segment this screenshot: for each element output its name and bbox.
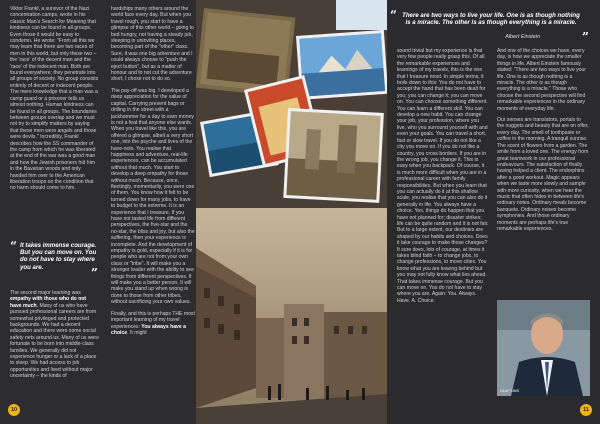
travel-photo-collage (196, 0, 387, 208)
author-portrait-illustration (497, 300, 590, 396)
street-illustration (196, 208, 387, 424)
right-column-2 (497, 48, 589, 298)
left-col2-bold: You always have a choice (111, 323, 186, 336)
quote-author: Albert Einstein (505, 34, 540, 40)
top-close-quote-icon: ” (582, 30, 589, 44)
page-number-left: 10 (8, 404, 20, 416)
close-quote-icon: ” (91, 266, 98, 280)
open-quote-icon: “ (10, 239, 17, 253)
left-col1-text3: . Many of us who have pursued professional careers are from somewhat privileged and protected backgrounds. We had a decent education and there were some social safety nets around us. Many of us were fortunate to be born into middle-class families. We generally did not experience hunger or a lack of a place to sleep. We had access to job opportunities and lived without major uncertainty – the kinds of (10, 302, 99, 380)
page-number-right: 11 (580, 404, 592, 416)
portrait-caption: OLAF SIMS (500, 389, 520, 393)
author-portrait (497, 300, 590, 396)
right-col1-paragraph: sound trivial but my experience is that very few people really grasp this. Of all the remarkable experiences and learnings of my travels, this is the one that I treasure most. In simple terms, it boils down to this: You do not have to accept the hand that has been dealt for you; you can change it; you can move on. You can choose something different. You can learn a different skill. You can develop a new habit. You can change your job, your profession, where you live, who you surround yourself with and even your goals. You can travel a short, fast or slow travel. If you do not like a city you move on. If you do not like a country, you cross borders. If you are in the wrong job, you change it. This is easy when you backpack. Of course, it is much more difficult when you are in a professional career with family responsibilities. But when you learn that you can actually do it at this shallow scale, you realise that you can also do it generally in life. You always have a choice. Yes, things do happen that you have not planned for; disaster strikes; life can be quite random and it is not fair. But to a large extent, our destinies are shaped by our habits and choices. Does it take courage to make those changes? It sure does, lots of courage, at times it takes blind faith – to change jobs, to change professions, to move cities. You know what you are leaving behind but you may not fully know what lies ahead. That takes immense courage. But you can move on. You do not have to stay where you are. Again: You. Always. Have. A. Choice. (397, 48, 489, 304)
left-col1-bold: empathy with those who do not have much (10, 296, 87, 309)
city-street-photo (196, 208, 387, 424)
left-col2-paragraph1: hardships many others around the world face every day. But when you travel rough, you start to have a glimpse of this other world – going to bed hungry, not having a steady job, sleeping in uninviting places, becoming part of the "other" class. Sure, it was one big adventure and I could always choose to "push the eject button", but as a matter of honour and to not cut the adventure short, I chose not to do so. (111, 6, 194, 83)
left-column-1-top (10, 6, 99, 232)
collage-illustration (196, 0, 387, 208)
top-open-quote-icon: “ (390, 8, 397, 22)
right-col2-paragraph1: And one of the choices we have, every day, is how we appreciate the smaller things in life. Albert Einstein famously stated: "There are two ways to live your life. One is as though nothing is a miracle. The other is as though everything is a miracle." Those who choose the second perspective will find remarkable experiences in the ordinary moments of everyday life. (497, 48, 587, 112)
left-col1-paragraph: Viktor Frankl, a survivor of the Nazi concentration camps, wrote in his classic Man's Search for Meaning that kindness can be found in all groups. Even those it would be easy to condemn. He wrote: "From all this we may learn that there are two races of men in this world, but only these two – the 'race' of the decent man and the 'race' of the indecent man. Both are found everywhere; they penetrate into all groups of society. No group consists entirely of decent or indecent people. The mere knowledge that a man was a camp guard or a prisoner tells us almost nothing. Human kindness can be found in all groups. The boundaries between groups overlap and we must not try to simplify matters by saying that these men were angels and those were devils." Incredibly, Frankl describes how the SS commander of the camp from which he was liberated at the end of the war was a good man and how the Jewish prisoners hid him in the Bavarian woods and only handed him over to the American liberation troops on the condition that no harm should come to him. (10, 6, 99, 192)
left-col2-paragraph2: The pay-off was big. I developed a deep appreciation for the value of capital. Carrying present bags or drilling in the street with a jackhammer for a day to earn money is not a feat that anyone else wants. When you travel like this, you are offered a glimpse, albeit a very short one, into the psyche and lives of the have-nots. You realise that happiness and adventure, real-life experiences, can be accumulated without that much. You start to develop a deep empathy for those without much. Because, once, fleetingly, momentarily, you were one of them. You know how it felt to be turned down for many jobs, to have to budget to the extreme. It is an experience that I treasure. If you have not tasted life from different perspectives, the five-star and the no-star, the bliss and joy, but also the suffering, then your experience is incomplete. And the development of empathy is gold, especially if it is for people who are not from your own class or "tribe". It will make you a stronger leader with the ability to see things from different perspectives. It will make you a better person. It will make you stand up when wrong is done to those from other tribes, without sacrificing your own values. (111, 87, 195, 306)
left-col2-text3: Finally, and this is perhaps THE most important learning of my travel experiences: (111, 310, 195, 330)
left-col1-text2: The second major learning was (10, 290, 81, 296)
right-col2-paragraph2: Our senses are translators, portals to the nuggets and beauty that are on offer, every day. The smell of toothpaste or coffee in the morning. A tranquil sunrise. The scent of flowers from a garden. The smile from a loved one. The energy from great teamwork in our professional endeavours. The satisfaction of finally having helped a client. The endorphins after a good workout. Magic appears when we taste more slowly and sample with more curiosity, when we hear the music that often hides in between life's ordinary notes. Ordinary meals become banquets. Ordinary noises become symphonies. And those ordinary moments are perhaps life's true remarkable experiences. (497, 117, 589, 232)
right-column-1 (397, 48, 489, 418)
left-column-1-bottom (10, 290, 99, 408)
left-column-2 (111, 6, 195, 418)
einstein-quote: There are two ways to live your life. One is as though nothing is a miracle. The other is as though everything is a miracle. (402, 12, 580, 27)
left-col2-text4: . It might (127, 329, 147, 336)
left-pull-quote: It takes immense courage. But you can move on. You do not have to stay where you are. (20, 242, 97, 271)
